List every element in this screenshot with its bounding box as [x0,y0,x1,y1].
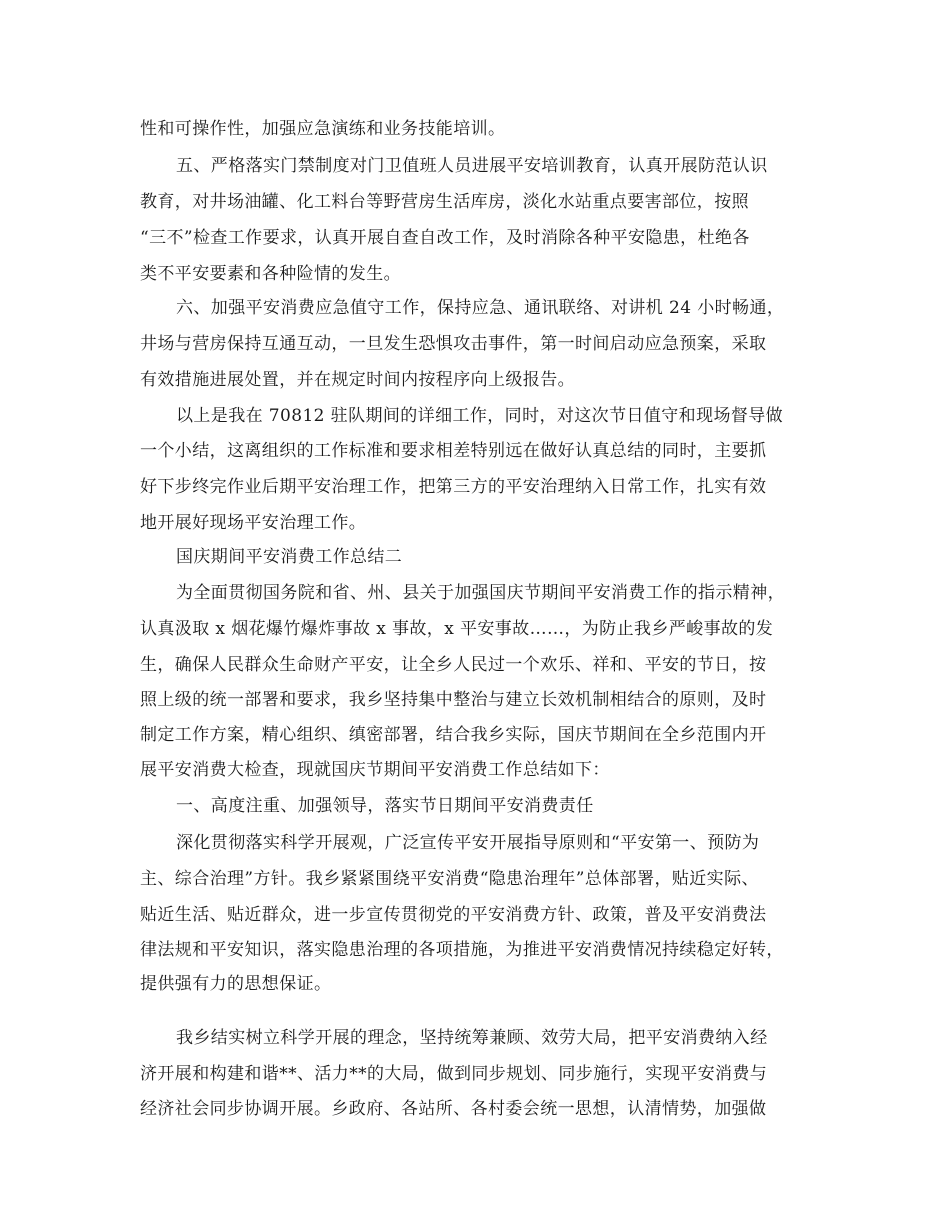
text-line: 生，确保人民群众生命财产平安，让全乡人民过一个欢乐、祥和、平安的节日，按 [140,655,767,675]
text-line: 教育，对井场油罐、化工料台等野营房生活库房，淡化水站重点要害部位，按照 [140,192,749,212]
text-line: 以上是我在 70812 驻队期间的详细工作，同时，对这次节日值守和现场督导做 [176,406,784,426]
text-line: 好下步终完作业后期平安治理工作，把第三方的平安治理纳入日常工作，扎实有效 [140,477,767,497]
text-line: 深化贯彻落实科学开展观，广泛宣传平安开展指导原则和“平安第一、预防为 [176,833,760,853]
text-line: 主、综合治理”方针。我乡紧紧围绕平安消费“隐患治理年”总体部署，贴近实际、 [140,869,759,889]
text-line: 照上级的统一部署和要求，我乡坚持集中整治与建立长效机制相结合的原则，及时 [140,690,767,710]
text-line: 为全面贯彻国务院和省、州、县关于加强国庆节期间平安消费工作的指示精神， [176,583,785,603]
text-line: 律法规和平安知识，落实隐患治理的各项措施，为推进平安消费情况持续稳定好转， [140,940,784,960]
text-line: 一个小结，这离组织的工作标准和要求相差特别远在做好认真总结的同时，主要抓 [140,441,767,461]
text-line: 性和可操作性，加强应急演练和业务技能培训。 [140,119,506,139]
text-line: 类不平安要素和各种险情的发生。 [140,264,401,284]
text-line: 提供强有力的思想保证。 [140,974,332,994]
text-line: 五、严格落实门禁制度对门卫值班人员进展平安培训教育，认真开展防范认识 [176,156,768,176]
section-heading: 一、高度注重、加强领导，落实节日期间平安消费责任 [176,796,594,816]
text-line: 井场与营房保持互通互动，一旦发生恐惧攻击事件，第一时间启动应急预案，采取 [140,334,767,354]
text-line: 经济社会同步协调开展。乡政府、各站所、各村委会统一思想，认清情势，加强做 [140,1099,767,1119]
text-line: 我乡结实树立科学开展的理念，坚持统筹兼顾、效劳大局，把平安消费纳入经 [176,1028,768,1048]
section-heading: 国庆期间平安消费工作总结二 [176,547,403,567]
text-line: 展平安消费大检查，现就国庆节期间平安消费工作总结如下： [140,760,610,780]
text-line: 有效措施进展处置，并在规定时间内按程序向上级报告。 [140,370,575,390]
text-line: 六、加强平安消费应急值守工作，保持应急、通讯联络、对讲机 24 小时畅通， [176,298,785,318]
text-line: 济开展和构建和谐**、活力**的大局，做到同步规划、同步施行，实现平安消费与 [140,1064,768,1084]
text-line: 贴近生活、贴近群众，进一步宣传贯彻党的平安消费方针、政策，普及平安消费法 [140,905,767,925]
text-line: 地开展好现场平安治理工作。 [140,513,367,533]
text-line: 制定工作方案，精心组织、缜密部署，结合我乡实际，国庆节期间在全乡范围内开 [140,725,767,745]
text-line: “三不”检查工作要求，认真开展自查自改工作，及时消除各种平安隐患，杜绝各 [140,228,750,248]
text-line: 认真汲取 x 烟花爆竹爆炸事故 x 事故，x 平安事故……，为防止我乡严峻事故的发 [140,619,774,639]
